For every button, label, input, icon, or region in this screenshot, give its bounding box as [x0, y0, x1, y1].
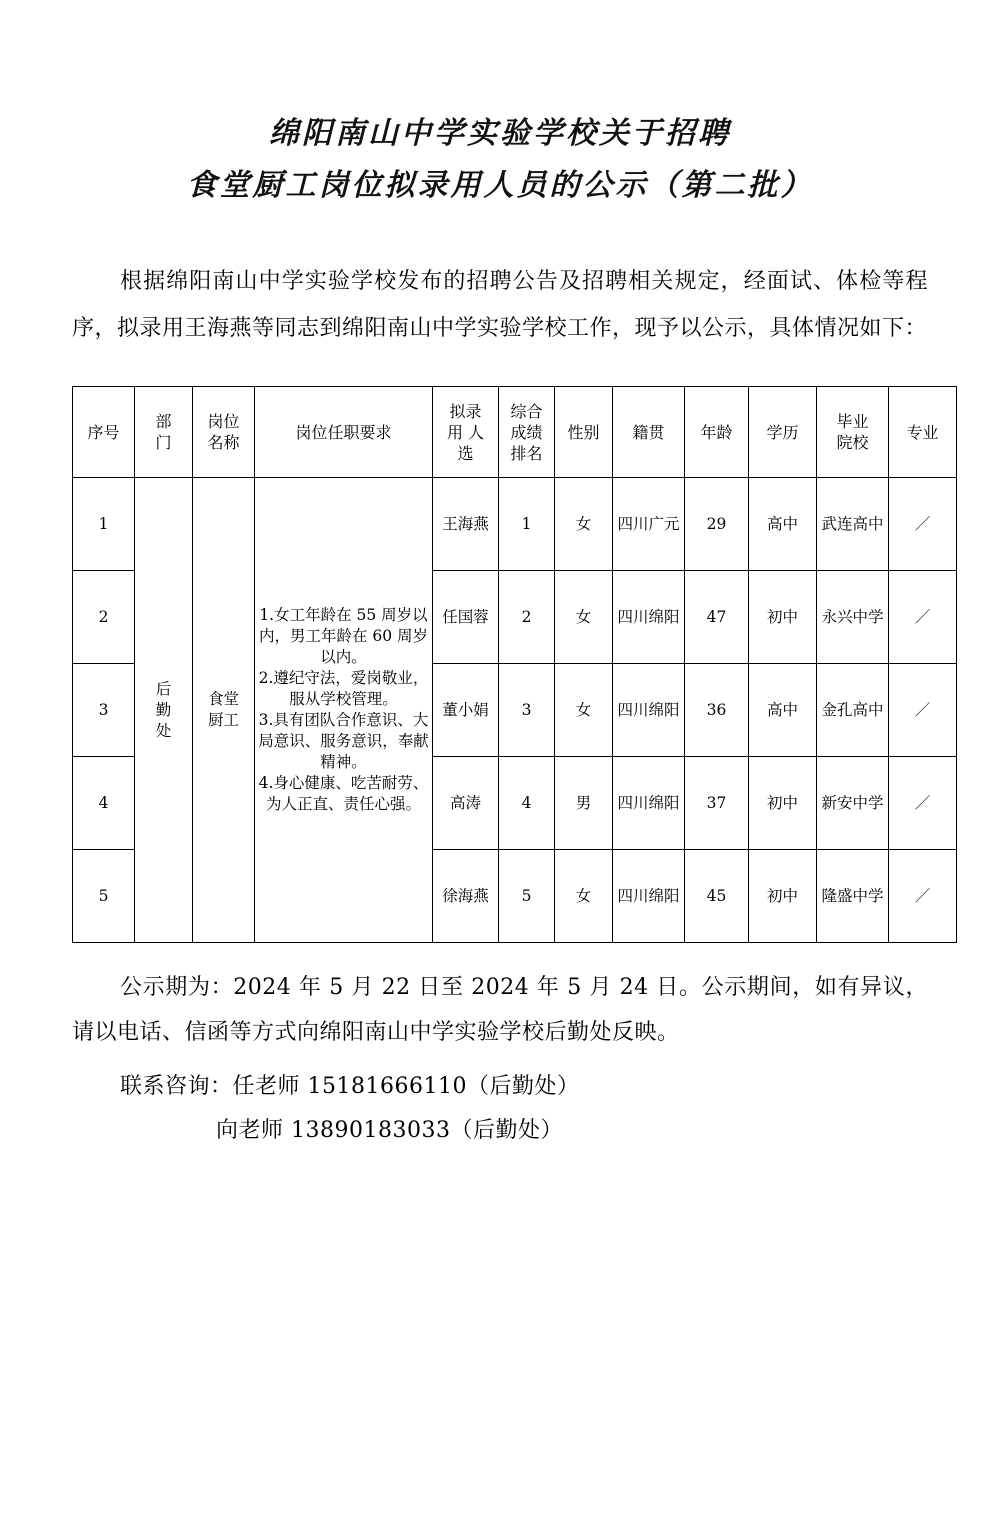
- contact-line-2: 向老师 13890183033（后勤处）: [216, 1118, 563, 1143]
- header-department-line1: 部: [155, 412, 172, 431]
- header-school: [817, 387, 889, 478]
- cell-school: 隆盛中学: [817, 850, 889, 943]
- notice-paragraph: 公示期为：2024 年 5 月 22 日至 2024 年 5 月 24 日。公示期间，如有异议，请以电话、信函等方式向绵阳南山中学实验学校后勤处反映。: [72, 975, 928, 1045]
- cell-rank: 1: [499, 478, 555, 571]
- header-education: 学历: [749, 387, 817, 478]
- cell-person: 徐海燕: [433, 850, 499, 943]
- cell-major: ／: [889, 478, 957, 571]
- header-department: [135, 387, 193, 478]
- cell-rank: 2: [499, 571, 555, 664]
- header-person: [433, 387, 499, 478]
- cell-education: 初中: [749, 571, 817, 664]
- requirement-item-3: 3.具有团队合作意识、大局意识、服务意识，奉献精神。: [258, 711, 429, 771]
- header-school-line2: 院校: [836, 433, 869, 452]
- cell-seq: 3: [73, 664, 135, 757]
- header-requirements: 岗位任职要求: [255, 387, 433, 478]
- cell-seq: 1: [73, 478, 135, 571]
- cell-age: 29: [685, 478, 749, 571]
- cell-person: 王海燕: [433, 478, 499, 571]
- cell-education: 初中: [749, 757, 817, 850]
- requirement-item-1: 1.女工年龄在 55 周岁以内，男工年龄在 60 周岁以内。: [258, 606, 429, 666]
- cell-gender: 女: [555, 664, 613, 757]
- cell-education: 初中: [749, 850, 817, 943]
- title-line-1: 绵阳南山中学实验学校关于招聘: [269, 116, 731, 151]
- cell-rank: 4: [499, 757, 555, 850]
- cell-gender: 女: [555, 571, 613, 664]
- cell-person: 任国蓉: [433, 571, 499, 664]
- cell-age: 47: [685, 571, 749, 664]
- cell-age: 45: [685, 850, 749, 943]
- cell-post-name: 食堂 厨工: [193, 478, 255, 943]
- cell-age: 37: [685, 757, 749, 850]
- header-rank: [499, 387, 555, 478]
- header-rank-line1: 综合: [510, 401, 543, 421]
- cell-seq: 5: [73, 850, 135, 943]
- cell-education: 高中: [749, 664, 817, 757]
- header-person-line2: 用 人: [446, 422, 485, 442]
- cell-gender: 女: [555, 850, 613, 943]
- cell-school: 新安中学: [817, 757, 889, 850]
- cell-origin: 四川绵阳: [613, 571, 685, 664]
- cell-seq: 2: [73, 571, 135, 664]
- header-major: 专业: [889, 387, 957, 478]
- title-line-2: 食堂厨工岗位拟录用人员的公示（第二批）: [186, 168, 814, 203]
- cell-origin: 四川绵阳: [613, 664, 685, 757]
- cell-origin: 四川广元: [613, 478, 685, 571]
- document-page: [0, 108, 1000, 1522]
- cell-major: ／: [889, 571, 957, 664]
- header-department-line2: 门: [155, 433, 172, 452]
- header-post-line2: 名称: [207, 433, 240, 452]
- header-rank-line3: 排名: [510, 443, 543, 463]
- cell-seq: 4: [73, 757, 135, 850]
- cell-department: 后 勤 处: [135, 478, 193, 943]
- cell-rank: 5: [499, 850, 555, 943]
- cell-person: 董小娟: [433, 664, 499, 757]
- cell-age: 36: [685, 664, 749, 757]
- cell-major: ／: [889, 850, 957, 943]
- header-origin: 籍贯: [613, 387, 685, 478]
- table-row: [73, 478, 957, 571]
- header-post-line1: 岗位: [207, 412, 240, 431]
- cell-school: 武连高中: [817, 478, 889, 571]
- contact-line-1: 联系咨询：任老师 15181666110（后勤处）: [120, 1074, 580, 1099]
- header-age: 年龄: [685, 387, 749, 478]
- document-title: [0, 108, 1000, 212]
- cell-requirements: [255, 478, 433, 943]
- cell-school: 永兴中学: [817, 571, 889, 664]
- requirement-item-4: 4.身心健康、吃苦耐劳、为人正直、责任心强。: [258, 774, 429, 813]
- header-school-line1: 毕业: [836, 412, 869, 431]
- cell-major: ／: [889, 664, 957, 757]
- header-person-line1: 拟录: [449, 401, 482, 421]
- table-header-row: [73, 387, 957, 478]
- cell-rank: 3: [499, 664, 555, 757]
- header-person-line3: 选: [457, 443, 474, 463]
- header-rank-line2: 成绩: [510, 422, 543, 442]
- cell-major: ／: [889, 757, 957, 850]
- header-seq: 序号: [73, 387, 135, 478]
- requirement-item-2: 2.遵纪守法，爱岗敬业，服从学校管理。: [258, 669, 429, 708]
- publicity-table: [72, 386, 957, 943]
- cell-origin: 四川绵阳: [613, 850, 685, 943]
- cell-gender: 女: [555, 478, 613, 571]
- intro-paragraph: 根据绵阳南山中学实验学校发布的招聘公告及招聘相关规定，经面试、体检等程序，拟录用王海燕等同志到绵阳南山中学实验学校工作，现予以公示，具体情况如下：: [72, 269, 928, 341]
- cell-person: 高涛: [433, 757, 499, 850]
- cell-origin: 四川绵阳: [613, 757, 685, 850]
- header-post-name: [193, 387, 255, 478]
- cell-gender: 男: [555, 757, 613, 850]
- publicity-table-wrap: [72, 386, 939, 943]
- header-gender: 性别: [555, 387, 613, 478]
- cell-school: 金孔高中: [817, 664, 889, 757]
- cell-education: 高中: [749, 478, 817, 571]
